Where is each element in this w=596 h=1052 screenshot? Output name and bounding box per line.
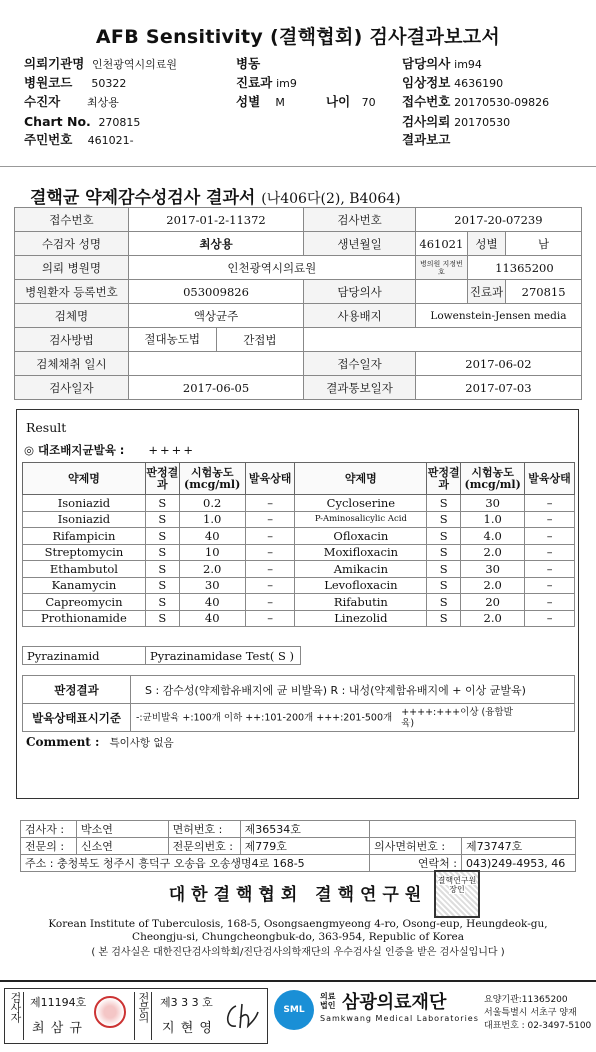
drug-name: Prothionamide bbox=[23, 610, 146, 627]
drug-row bbox=[23, 610, 575, 627]
drug-name: Capreomycin bbox=[23, 594, 146, 611]
tester-label: 검사자 : bbox=[21, 821, 77, 838]
drug-conc: 40 bbox=[179, 594, 245, 611]
drug-conc: 1.0 bbox=[461, 511, 525, 528]
drug-growth: – bbox=[525, 495, 575, 512]
sex: 남 bbox=[506, 232, 582, 256]
drug-conc: 30 bbox=[461, 495, 525, 512]
drug-growth: – bbox=[245, 610, 295, 627]
receipt-no: 2017-01-2-11372 bbox=[128, 208, 303, 232]
drug-growth: – bbox=[525, 610, 575, 627]
method-cell bbox=[128, 328, 303, 352]
header-field-report: 결과보고 bbox=[402, 132, 451, 147]
reg-no-label: 병원환자 등록번호 bbox=[15, 280, 129, 304]
test-date-label: 검사일자 bbox=[15, 376, 129, 400]
specialist-no: 제3 3 3 호 bbox=[160, 996, 213, 1009]
drug-growth: – bbox=[525, 594, 575, 611]
drug-growth: – bbox=[525, 511, 575, 528]
method-empty bbox=[304, 328, 582, 352]
tester-no: 제11194호 bbox=[30, 996, 87, 1009]
header-field-age: 나이 70 bbox=[326, 94, 376, 109]
hospital-code-label: 병의원 지정번호 bbox=[415, 256, 467, 280]
header-divider bbox=[0, 166, 596, 167]
drug-conc: 40 bbox=[179, 528, 245, 545]
agency-code: 요양기관:11365200 bbox=[484, 995, 568, 1005]
footer-table bbox=[20, 820, 576, 872]
drug-judge: S bbox=[427, 561, 461, 578]
drug-row bbox=[23, 577, 575, 594]
header-field-requester: 의뢰기관명 인천광역시의료원 bbox=[24, 56, 178, 71]
contact-label: 연락처 : bbox=[370, 855, 462, 872]
tester-seal-icon bbox=[94, 996, 126, 1028]
accreditation-notice: ( 본 검사실은 대한진단검사의학회/진단검사의학재단의 우수검사실 인증을 받은 검사실입니다 ) bbox=[91, 947, 505, 958]
drug-row bbox=[23, 594, 575, 611]
col-conc-2: 시험농도(mcg/ml) bbox=[461, 463, 525, 495]
drug-judge: S bbox=[145, 561, 179, 578]
drug-judge: S bbox=[427, 577, 461, 594]
drug-growth: – bbox=[245, 561, 295, 578]
medium: Lowenstein-Jensen media bbox=[415, 304, 581, 328]
header-field-sex: 성별 M bbox=[236, 94, 285, 109]
tester-tag: 검사자 bbox=[6, 992, 24, 1040]
drug-name: Isoniazid bbox=[23, 495, 146, 512]
drug-conc: 2.0 bbox=[179, 561, 245, 578]
org-english: Samkwang Medical Laboratories bbox=[320, 1014, 479, 1023]
drug-conc: 30 bbox=[461, 561, 525, 578]
sex-label: 성별 bbox=[467, 232, 505, 256]
header-field-receipt: 접수번호 20170530-09826 bbox=[402, 94, 550, 109]
institute-name: 대한결핵협회 결핵연구원 bbox=[168, 885, 428, 905]
doctor-license-label: 의사면허번호 : bbox=[370, 838, 462, 855]
drug-name: Streptomycin bbox=[23, 544, 146, 561]
spec-license: 제779호 bbox=[240, 838, 370, 855]
org-name: 삼광의료재단 bbox=[342, 992, 447, 1013]
drug-conc: 2.0 bbox=[461, 577, 525, 594]
drug-name: Amikacin bbox=[295, 561, 427, 578]
drug-judge: S bbox=[427, 610, 461, 627]
header-field-patient: 수진자 최상용 bbox=[24, 94, 119, 109]
col-growth: 발육상태 bbox=[245, 463, 295, 495]
drug-row bbox=[23, 528, 575, 545]
growth-label: 발육상태표시기준 bbox=[23, 704, 131, 732]
accept-date: 2017-06-02 bbox=[415, 352, 581, 376]
drug-conc: 4.0 bbox=[461, 528, 525, 545]
empty-cell bbox=[370, 821, 576, 838]
specialist: 신소연 bbox=[76, 838, 168, 855]
drug-name: Rifampicin bbox=[23, 528, 146, 545]
drug-judge: S bbox=[427, 544, 461, 561]
drug-judge: S bbox=[145, 528, 179, 545]
test-date: 2017-06-05 bbox=[128, 376, 303, 400]
drug-growth: – bbox=[245, 594, 295, 611]
drug-growth: – bbox=[245, 528, 295, 545]
dob-label: 생년월일 bbox=[304, 232, 416, 256]
drug-growth: – bbox=[245, 495, 295, 512]
drug-conc: 40 bbox=[179, 610, 245, 627]
org-phone: 대표번호 : 02-3497-5100 bbox=[484, 1021, 592, 1031]
test-no-label: 검사번호 bbox=[304, 208, 416, 232]
growth-text: -:균비발육 +:100개 이하 ++:101-200개 +++:201-500개 bbox=[136, 712, 393, 723]
header-field-clinical: 임상정보 4636190 bbox=[402, 75, 504, 90]
pyrazinamid-name: Pyrazinamid bbox=[23, 647, 146, 665]
drug-judge: S bbox=[427, 528, 461, 545]
bottom-divider bbox=[0, 980, 596, 982]
col-drug: 약제명 bbox=[23, 463, 146, 495]
drug-row bbox=[23, 511, 575, 528]
specimen: 액상균주 bbox=[128, 304, 303, 328]
address-cell: 주소 : 충청북도 청주시 흥덕구 오송읍 오송생명4로 168-5 bbox=[21, 855, 370, 872]
growth-text-cell bbox=[131, 704, 575, 732]
specialist-label: 전문의 : bbox=[21, 838, 77, 855]
collect-date bbox=[128, 352, 303, 376]
spec-license-label: 전문의번호 : bbox=[168, 838, 240, 855]
signature-icon bbox=[222, 998, 262, 1034]
specimen-label: 검체명 bbox=[15, 304, 129, 328]
dept: 270815 bbox=[506, 280, 582, 304]
header-field-ward: 병동 bbox=[236, 56, 261, 71]
patient-label: 수검자 성명 bbox=[15, 232, 129, 256]
drug-conc: 10 bbox=[179, 544, 245, 561]
dob: 461021 bbox=[415, 232, 467, 256]
doctor bbox=[415, 280, 467, 304]
method-label: 검사방법 bbox=[15, 328, 129, 352]
drug-growth: – bbox=[245, 511, 295, 528]
col-judge: 판정결과 bbox=[145, 463, 179, 495]
doctor-label: 담당의사 bbox=[304, 280, 416, 304]
header-field-doctor: 담당의사 im94 bbox=[402, 56, 482, 71]
judge-table bbox=[22, 675, 575, 732]
drug-growth: – bbox=[525, 544, 575, 561]
drug-conc: 0.2 bbox=[179, 495, 245, 512]
hospital-name: 인천광역시의료원 bbox=[128, 256, 415, 280]
col-conc: 시험농도(mcg/ml) bbox=[179, 463, 245, 495]
contact: 043)249-4953, 46 bbox=[462, 855, 576, 872]
col-judge-2: 판정결과 bbox=[427, 463, 461, 495]
dept-label: 진료과 bbox=[467, 280, 505, 304]
drug-conc: 2.0 bbox=[461, 544, 525, 561]
header-field-resident: 주민번호 461021- bbox=[24, 132, 134, 147]
license-label: 면허번호 : bbox=[168, 821, 240, 838]
institute-stamp: 결핵연구원장인 bbox=[434, 870, 480, 918]
drug-growth: – bbox=[525, 528, 575, 545]
org-address: 서울특별시 서초구 양재 bbox=[484, 1008, 577, 1018]
drug-name: Isoniazid bbox=[23, 511, 146, 528]
institute-address-english: Korean Institute of Tuberculosis, 168-5, Osongsaengmyeong 4-ro, Osong-eup, Heungdeok-gu, Cheongju-si, Chungcheongbuk-do, 363-954, Republic of Korea bbox=[48, 918, 548, 943]
comment: Comment : 특이사항 없음 bbox=[26, 735, 174, 749]
drug-judge: S bbox=[427, 495, 461, 512]
drug-judge: S bbox=[145, 495, 179, 512]
judge-label: 판정결과 bbox=[23, 676, 131, 704]
drug-growth: – bbox=[245, 577, 295, 594]
reg-no: 053009826 bbox=[128, 280, 303, 304]
test-no: 2017-20-07239 bbox=[415, 208, 581, 232]
tester: 박소연 bbox=[76, 821, 168, 838]
receipt-no-label: 접수번호 bbox=[15, 208, 129, 232]
doctor-license: 제73747호 bbox=[462, 838, 576, 855]
drug-conc: 1.0 bbox=[179, 511, 245, 528]
pyrazinamid-value: Pyrazinamidase Test( S ) bbox=[146, 647, 301, 665]
drug-name: Kanamycin bbox=[23, 577, 146, 594]
drug-judge: S bbox=[145, 577, 179, 594]
header-field-chart: Chart No. 270815 bbox=[24, 114, 141, 129]
patient-name: 최상용 bbox=[128, 232, 303, 256]
drug-name: Linezolid bbox=[295, 610, 427, 627]
hospital-label: 의뢰 병원명 bbox=[15, 256, 129, 280]
patient-info-table bbox=[14, 207, 582, 400]
drug-growth: – bbox=[525, 561, 575, 578]
drug-name: P-Aminosalicylic Acid bbox=[295, 511, 427, 528]
sml-logo-icon: SML bbox=[274, 990, 314, 1030]
license: 제36534호 bbox=[240, 821, 370, 838]
page-title: AFB Sensitivity (결핵협회) 검사결과보고서 bbox=[95, 26, 501, 48]
control-growth: ◎ 대조배지균발육 : ++++ bbox=[24, 443, 195, 457]
drug-conc: 30 bbox=[179, 577, 245, 594]
tester-name: 최 삼 규 bbox=[32, 1021, 83, 1036]
result-label: Result bbox=[26, 420, 67, 435]
drug-name: Ethambutol bbox=[23, 561, 146, 578]
drug-judge: S bbox=[145, 610, 179, 627]
drug-judge: S bbox=[427, 511, 461, 528]
drug-judge: S bbox=[145, 594, 179, 611]
drug-judge: S bbox=[145, 511, 179, 528]
method-absolute: 절대농도법 bbox=[129, 328, 217, 351]
col-growth-2: 발육상태 bbox=[525, 463, 575, 495]
notify-date: 2017-07-03 bbox=[415, 376, 581, 400]
medium-label: 사용배지 bbox=[304, 304, 416, 328]
header-field-hospital-code: 병원코드 50322 bbox=[24, 75, 127, 90]
col-drug-2: 약제명 bbox=[295, 463, 427, 495]
growth-text-2: ++++:+++이상 (융합발육) bbox=[401, 706, 513, 729]
drug-name: Moxifloxacin bbox=[295, 544, 427, 561]
drug-growth: – bbox=[525, 577, 575, 594]
header-field-dept: 진료과 im9 bbox=[236, 75, 297, 90]
method-indirect: 간접법 bbox=[243, 332, 277, 347]
notify-date-label: 결과통보일자 bbox=[304, 376, 416, 400]
drug-row bbox=[23, 561, 575, 578]
drug-judge: S bbox=[145, 544, 179, 561]
org-prefix: 의료법인 bbox=[320, 992, 336, 1010]
drug-row bbox=[23, 544, 575, 561]
judge-text: S : 감수성(약제함유배지에 균 비발육) R : 내성(약제함유배지에 + 이상 균발육) bbox=[131, 676, 575, 704]
drug-name: Rifabutin bbox=[295, 594, 427, 611]
drug-conc: 2.0 bbox=[461, 610, 525, 627]
drug-name: Cycloserine bbox=[295, 495, 427, 512]
drug-row bbox=[23, 495, 575, 512]
drug-growth: – bbox=[245, 544, 295, 561]
drug-judge: S bbox=[427, 594, 461, 611]
drug-name: Ofloxacin bbox=[295, 528, 427, 545]
report-title: 결핵균 약제감수성검사 결과서 (나406다(2), B4064) bbox=[30, 188, 401, 208]
drug-table bbox=[22, 462, 575, 627]
drug-conc: 20 bbox=[461, 594, 525, 611]
hospital-code: 11365200 bbox=[467, 256, 581, 280]
collect-date-label: 검체채취 일시 bbox=[15, 352, 129, 376]
pyrazinamid-row bbox=[22, 646, 301, 665]
specialist-name: 지 현 영 bbox=[162, 1021, 213, 1036]
header-field-request-date: 검사의뢰 20170530 bbox=[402, 114, 511, 129]
accept-date-label: 접수일자 bbox=[304, 352, 416, 376]
specialist-tag: 전문의 bbox=[134, 992, 152, 1040]
drug-name: Levofloxacin bbox=[295, 577, 427, 594]
